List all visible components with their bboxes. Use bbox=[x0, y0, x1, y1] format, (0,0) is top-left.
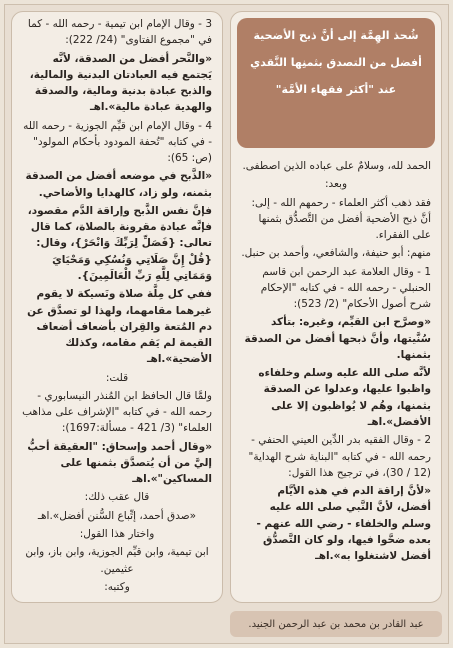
paragraph: واختار هذا القول: bbox=[79, 527, 155, 540]
paragraph: 3 - وقال الإمام ابن تيمية - رحمه الله - كما في "مجموع الفتاوى" (24/ 222): bbox=[27, 18, 212, 47]
quote: «صدق أحمد، إتِّباع السُّنن أفضل».اهـ bbox=[37, 509, 197, 522]
article-page bbox=[4, 4, 449, 644]
quote: ففي كل مِلَّة صلاة ونَسيكة لا يقوم غيرهما مقامهما، ولهذا لو تصدَّق عن دم المُتعة والقِران بأضعاف أضعاف القيمة لم يَقم مقامه، وكذلك الأضحية».اهـ bbox=[27, 288, 212, 366]
right-column bbox=[230, 11, 442, 603]
title-line-3: عند "أكثر فقهاء الأمَّة" bbox=[275, 82, 397, 96]
paragraph: منهم: أبو حنيفة، والشافعي، وأحمد بن حنبل. bbox=[241, 247, 431, 260]
right-column-body bbox=[231, 154, 441, 570]
author-signature: عبد القادر بن محمد بن عبد الرحمن الجنيد. bbox=[230, 611, 442, 637]
quote: «والنَّحر أفضل من الصدقة، لأنَّه يَجتمع فيه العبادتان البدنية والمالية، والذبح عبادة بدنية ومالية، والصدقة والهدية عبادة مالية».اهـ bbox=[29, 52, 212, 114]
title-line-1: شُحذ الهِمَّة إلى أنَّ ذبح الأضحية bbox=[253, 29, 419, 42]
quote: فإنَّ نفس الذَّبح وإراقة الدَّم مقصود، فإنَّه عبادة مقرونة بالصلاة، كما قال تعالى: {فَصَلِّ لِرَبِّكَ وَانْحَرْ}، وقال: {قُلْ إِنَّ صَلَاتِي وَنُسُكِي وَمَحْيَايَ وَمَمَاتِي لِلَّهِ رَبِّ الْعَالَمِينَ}. bbox=[27, 204, 212, 282]
paragraph: وبعد: bbox=[324, 178, 348, 191]
paragraph: قلت: bbox=[105, 371, 129, 384]
quote: «الذَّبح في موضعه أفضل من الصدقة بثمنه، ولو زاد، كالهدايا والأضاحي. bbox=[25, 170, 212, 199]
quote: لأنَّه صلى الله عليه وسلم وخلفاءه واظبوا عليها، وعدلوا عن الصدقة بثمنها، وهُم لا يُواظبون إلا على الأفضل».اهـ bbox=[258, 367, 431, 428]
paragraph: الحمد لله، وسلامٌ على عباده الذين اصطفى. bbox=[242, 160, 431, 172]
paragraph: قال عقب ذلك: bbox=[84, 491, 150, 504]
quote: «لأنَّ إراقة الدم في هذه الأيَّام أفضل، لأنَّ النَّبي صلى الله عليه وسلم والخلفاء - رضي الله عنهم - بعده ضحَّوا فيها، ولو كان التَّصدُّق أفضل لاشتغلوا به».اهـ bbox=[256, 485, 431, 563]
title-line-2: أفضل من التصدق بثمنِها النَّقدي bbox=[250, 55, 422, 69]
paragraph: 2 - وقال الفقيه بدر الدِّين العيني الحنفي - رحمه الله - في كتابه "البناية شرح الهداية" (12 / 30)، في ترجيح هذا القول: bbox=[248, 434, 431, 479]
paragraph: فقد ذهب أكثر العلماء - رحمهم الله - إلى: أنَّ ذبح الأضحية أفضل من التَّصدُّق بثمنها على الفقراء. bbox=[251, 196, 431, 242]
paragraph: 4 - وقال الإمام ابن قيِّم الجوزية - رحمه الله - في كتابه "تُحفة المودود بأحكام المولود" (ص: 65): bbox=[23, 119, 212, 165]
title-box bbox=[237, 18, 435, 148]
quote: «وصرَّح ابن القيِّم، وغيره: بتأكد سُنَّيتها، وأنَّ ذبحها أفضل من الصدقة بثمنها. bbox=[244, 316, 431, 361]
paragraph: 1 - وقال العلامة عبد الرحمن ابن قاسم الحنبلي - رحمه الله - في كتابه "الإحكام شرح أصول الأحكام" (2/ 523): bbox=[260, 265, 431, 311]
left-column-body bbox=[12, 12, 222, 601]
paragraph: ولمَّا قال الحافظ ابن المُنذر النيسابوري - رحمه الله - في كتابه "الإشراف على مذاهب العلماء" (3/ 421 - مسألة:1697): bbox=[22, 389, 212, 435]
paragraph: ابن تيمية، وابن قيِّم الجوزية، وابن باز، وابن عثيمين. bbox=[25, 546, 209, 575]
left-column bbox=[11, 11, 223, 603]
quote: «وقال أحمد وإسحاق: "العقيقة أحبُّ إليَّ من أن يُتصدَّق بثمنها على المساكين"».اهـ bbox=[27, 440, 212, 486]
paragraph: وكتبه: bbox=[104, 580, 130, 593]
